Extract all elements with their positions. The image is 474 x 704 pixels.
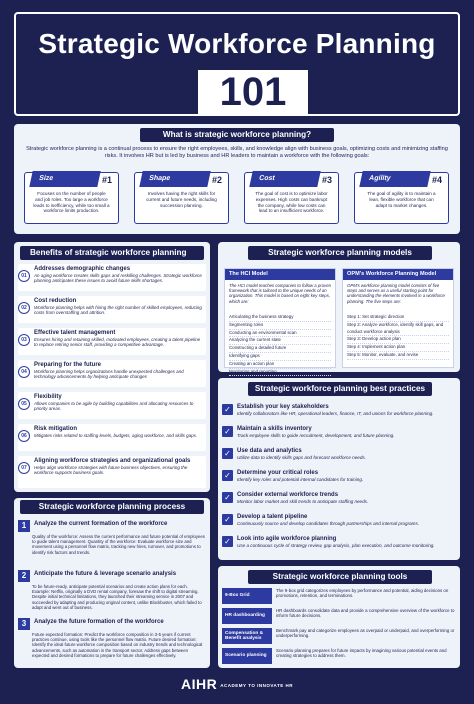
step-title: Analyze the future formation of the workforce bbox=[34, 619, 164, 625]
goal-text: The goal of cost is to optimize labor expenses. High costs can bankrupt the company, while low costs can lead to an insufficient workforce. bbox=[255, 191, 328, 214]
step-number: 1 bbox=[18, 520, 30, 532]
practice-text: Use a continuous cycle of strategy review, gap analysis, plan execution, and outcome monitoring. bbox=[237, 543, 435, 548]
process-section bbox=[14, 498, 210, 668]
list-item: Step 5: Monitor, evaluate, and revise bbox=[347, 352, 449, 360]
benefit-number: 05 bbox=[18, 398, 30, 410]
practice-text: Track employee skills to guide recruitment, development, and future planning. bbox=[237, 433, 395, 438]
list-item: Segmenting roles bbox=[229, 322, 331, 330]
step-title: Anticipate the future & leverage scenario analysis bbox=[34, 571, 177, 577]
logo-tagline: ACADEMY TO INNOVATE HR bbox=[220, 682, 293, 688]
benefits-section bbox=[14, 242, 210, 492]
benefit-item bbox=[18, 456, 206, 488]
step-text: Future expected formation: Predict the workforce composition in 3-5 years if current practices continue, using tools like the personnel flow matrix. Future desired formation: Identify the ideal future workforce composition based on industry trends and technological advancements, such as automation in the transport sector. Address gaps between expected and desired formations to prepare for future challenges effectively. bbox=[32, 632, 203, 658]
list-item: Step 1: Set strategic direction bbox=[347, 314, 449, 322]
benefit-text: An aging workforce creates skills gaps and reskilling challenges. Strategic workforce planning anticipates these issues to avoid future skills shortages. bbox=[34, 273, 202, 284]
tool-item bbox=[222, 626, 456, 646]
tools-title: Strategic workforce planning tools bbox=[248, 570, 432, 584]
list-item: Step 2: Analyze workforce, identify skill gaps, and conduct workforce analysis bbox=[347, 322, 449, 337]
tool-name: Scenario planning bbox=[222, 648, 272, 664]
tool-text: The 9-box grid categorizes employees by performance and potential, aiding decisions on promotions, retention, and terminations. bbox=[276, 588, 449, 599]
step-title: Analyze the current formation of the workforce bbox=[34, 521, 168, 527]
practices-title: Strategic workforce planning best practices bbox=[248, 382, 432, 396]
goal-cost bbox=[244, 172, 339, 224]
opm-model bbox=[342, 268, 454, 368]
goal-size bbox=[24, 172, 119, 224]
benefit-number: 06 bbox=[18, 430, 30, 442]
list-item: Step 4: Implement action plan bbox=[347, 344, 449, 352]
benefit-number: 01 bbox=[18, 270, 30, 282]
hci-title: The HCI Model bbox=[225, 269, 335, 280]
tool-text: Benchmark pay and categorize employees as overpaid or underpaid, and overperforming or underperforming. bbox=[276, 628, 455, 639]
benefit-text: Ensures hiring and retaining skilled, motivated employees, creating a talent pipeline to replace retiring senior staff, providing a competitive advantage. bbox=[34, 337, 201, 348]
tool-item bbox=[222, 586, 456, 606]
opm-steps bbox=[343, 314, 453, 360]
what-title: What is strategic workforce planning? bbox=[140, 128, 334, 142]
tool-name: HR dashboarding bbox=[222, 608, 272, 624]
goal-name: Cost bbox=[249, 171, 320, 187]
process-title: Strategic workforce planning process bbox=[20, 500, 204, 514]
opm-text: OPM's workforce planning model consists of five steps and serves as a useful starting point for understanding the elements involved in a workforce planning. The five steps are: bbox=[347, 283, 445, 304]
practice-text: Monitor labor market and skill trends to anticipate staffing needs. bbox=[237, 499, 369, 504]
hci-text: The HCI model teaches companies to follow a proven framework that is tailored to the unique needs of an organization. This model is based on eight key steps, which are: bbox=[229, 283, 331, 304]
tool-item bbox=[222, 606, 456, 626]
practice-text: Continuously source and develop candidates through partnerships and internal programs. bbox=[237, 521, 420, 526]
logo-text: AIHR bbox=[181, 676, 218, 692]
hci-steps bbox=[225, 314, 335, 376]
list-item: Identifying gaps bbox=[229, 353, 331, 361]
goal-number: #4 bbox=[431, 175, 442, 185]
list-item: Conducting an environmental scan bbox=[229, 330, 331, 338]
practices-section bbox=[218, 378, 460, 560]
tool-name: 9-Box Grid bbox=[222, 588, 272, 604]
opm-title: OPM's Workforce Planning Model bbox=[343, 269, 453, 280]
benefit-text: Helps align workforce strategies with future business objectives, ensuring the workforce supports business goals. bbox=[34, 465, 188, 476]
practice-title: Maintain a skills inventory bbox=[237, 426, 312, 432]
list-item: Creating an action plan bbox=[229, 361, 331, 369]
benefit-item bbox=[18, 360, 206, 387]
goal-text: Focuses on the number of people and job roles. Too large a workforce leads to inefficiency, while too small a workforce limits production. bbox=[33, 191, 110, 214]
list-item: Analyzing the current state bbox=[229, 337, 331, 345]
benefit-title: Addresses demographic changes bbox=[34, 266, 131, 272]
page-title: Strategic Workforce Planning bbox=[38, 28, 436, 59]
goal-number: #2 bbox=[211, 175, 222, 185]
models-title: Strategic workforce planning models bbox=[248, 246, 432, 260]
list-item: Monitoring and reporting bbox=[229, 369, 331, 377]
models-section bbox=[218, 242, 460, 372]
practice-title: Determine your critical roles bbox=[237, 470, 319, 476]
practice-title: Use data and analytics bbox=[237, 448, 302, 454]
goal-number: #1 bbox=[101, 175, 112, 185]
benefits-title: Benefits of strategic workforce planning bbox=[20, 246, 204, 260]
what-intro: Strategic workforce planning is a continual process to ensure the right employees, skills, and knowledge align with business goals, optimizing costs and minimizing staffing risks. It involves HR but is led by business and HR leaders to maintain a workforce with the following goals: bbox=[26, 146, 448, 159]
step-number: 3 bbox=[18, 618, 30, 630]
step-text: To be future-ready, anticipate potential scenarios and create action plans for each. Example: Netflix, originally a DVD rental company, foresaw the shift to digital streaming. Despite initial technical limitations, they launched their streaming service in 2007 and succeeded by adapting and producing original content, unlike Blockbuster, which failed to adapt and went out of business. bbox=[32, 584, 202, 610]
benefit-item bbox=[18, 392, 206, 419]
tools-section bbox=[218, 566, 460, 668]
benefit-title: Effective talent management bbox=[34, 330, 116, 336]
checkmark-icon: ✓ bbox=[222, 470, 233, 481]
list-item: Articulating the business strategy bbox=[229, 314, 331, 322]
list-item: Constructing a detailed future bbox=[229, 345, 331, 353]
benefit-item bbox=[18, 424, 206, 451]
benefit-item bbox=[18, 296, 206, 323]
title-number: 101 bbox=[198, 70, 308, 114]
goal-name: Size bbox=[29, 171, 100, 187]
benefit-title: Aligning workforce strategies and organizational goals bbox=[34, 458, 191, 464]
practice-title: Consider external workforce trends bbox=[237, 492, 339, 498]
benefit-item bbox=[18, 264, 206, 291]
practice-title: Develop a talent pipeline bbox=[237, 514, 308, 520]
step-text: Quality of the workforce: Assess the current performance and future potential of employees to guide talent management. Quantity of the workforce: Evaluate workforce size and movement using a personnel flow matrix, tracking new hires, turnover, and promotions to identify risk factors and trends. bbox=[32, 534, 205, 555]
benefit-number: 02 bbox=[18, 302, 30, 314]
benefit-item bbox=[18, 328, 206, 355]
checkmark-icon: ✓ bbox=[222, 514, 233, 525]
practice-text: Identify collaborators like HR, operational leaders, finance, IT, and unions for workforce planning. bbox=[237, 411, 434, 416]
goal-agility bbox=[354, 172, 449, 224]
goal-shape bbox=[134, 172, 229, 224]
checkmark-icon: ✓ bbox=[222, 536, 233, 547]
benefit-text: Mitigates risks related to staffing levels, budgets, aging workforce, and skills gaps. bbox=[34, 433, 198, 438]
benefit-number: 03 bbox=[18, 334, 30, 346]
benefit-title: Flexibility bbox=[34, 394, 62, 400]
practice-text: Utilize data to identify skills gaps and forecast workforce needs. bbox=[237, 455, 366, 460]
step-number: 2 bbox=[18, 570, 30, 582]
benefit-text: Workforce planning helps with hiring the right number of skilled employees, reducing costs from overstaffing and attrition. bbox=[34, 305, 202, 316]
what-section bbox=[14, 124, 460, 234]
checkmark-icon: ✓ bbox=[222, 492, 233, 503]
checkmark-icon: ✓ bbox=[222, 448, 233, 459]
practice-title: Look into agile workforce planning bbox=[237, 536, 337, 542]
header bbox=[14, 12, 460, 116]
goal-name: Shape bbox=[139, 171, 210, 187]
benefit-text: Allows companies to be agile by building capabilities and allocating resources to priority areas. bbox=[34, 401, 194, 412]
footer bbox=[0, 676, 474, 694]
hci-model bbox=[224, 268, 336, 374]
checkmark-icon: ✓ bbox=[222, 426, 233, 437]
checkmark-icon: ✓ bbox=[222, 404, 233, 415]
practice-title: Establish your key stakeholders bbox=[237, 404, 329, 410]
benefit-title: Cost reduction bbox=[34, 298, 77, 304]
goal-name: Agility bbox=[359, 171, 430, 187]
practice-text: Identify key roles and potential internal candidates for training. bbox=[237, 477, 364, 482]
goal-number: #3 bbox=[321, 175, 332, 185]
benefit-number: 07 bbox=[18, 462, 30, 474]
benefit-number: 04 bbox=[18, 366, 30, 378]
tool-name: Compensation & Benefit analysis bbox=[222, 628, 272, 644]
tool-text: Scenario planning prepares for future impacts by imagining various potential events and creating strategies to address them. bbox=[276, 648, 447, 659]
tool-item bbox=[222, 646, 456, 666]
goal-text: Involves having the right skills for current and future needs, including succession planning. bbox=[146, 191, 217, 208]
benefit-title: Preparing for the future bbox=[34, 362, 102, 368]
aihr-logo bbox=[181, 676, 293, 692]
goal-text: The goal of agility is to maintain a lean, flexible workforce that can adapt to market changes. bbox=[367, 191, 436, 208]
list-item: Step 3: Develop action plan bbox=[347, 336, 449, 344]
benefit-title: Risk mitigation bbox=[34, 426, 78, 432]
tool-text: HR dashboards consolidate data and provide a comprehensive overview of the workforce to inform future decisions. bbox=[276, 608, 455, 619]
benefit-text: Workforce planning helps organizations handle unexpected challenges and technology advancements by helping anticipate changes bbox=[34, 369, 184, 380]
